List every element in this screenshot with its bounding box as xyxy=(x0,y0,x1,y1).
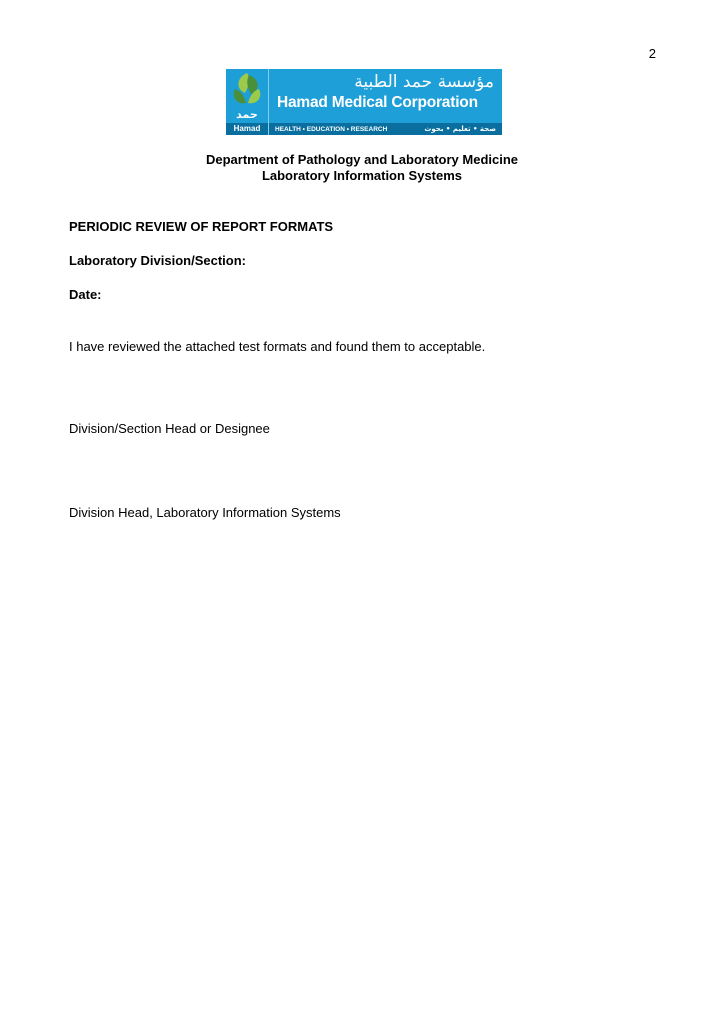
unit-name: Laboratory Information Systems xyxy=(261,168,463,183)
logo-mark-arabic: حمد xyxy=(236,108,258,121)
logo-mark xyxy=(226,69,268,135)
division-section-label: Laboratory Division/Section: xyxy=(69,253,246,268)
document-title: PERIODIC REVIEW OF REPORT FORMATS xyxy=(69,219,334,234)
date-label: Date: xyxy=(69,287,102,302)
department-header xyxy=(0,152,724,184)
leaf-emblem-icon xyxy=(229,71,265,109)
signature-section-head: Division/Section Head or Designee xyxy=(69,421,270,436)
signature-lis-head: Division Head, Laboratory Information Systems xyxy=(69,505,341,520)
logo-tagline-english: HEALTH • EDUCATION • RESEARCH xyxy=(275,125,388,133)
page-number: 2 xyxy=(648,46,656,61)
logo-arabic-name: مؤسسة حمد الطبية xyxy=(354,72,494,92)
review-statement: I have reviewed the attached test formats and found them to acceptable. xyxy=(69,339,486,354)
logo-text-block xyxy=(268,69,502,135)
logo-tagline-arabic: صحة • تعليم • بحوث xyxy=(424,125,496,133)
hamad-medical-corporation-logo xyxy=(226,69,502,135)
logo-mark-english: Hamad xyxy=(226,123,268,135)
logo-english-name: Hamad Medical Corporation xyxy=(277,94,478,111)
logo-tagline-strip xyxy=(269,123,502,135)
department-name: Department of Pathology and Laboratory Medicine xyxy=(205,152,519,167)
